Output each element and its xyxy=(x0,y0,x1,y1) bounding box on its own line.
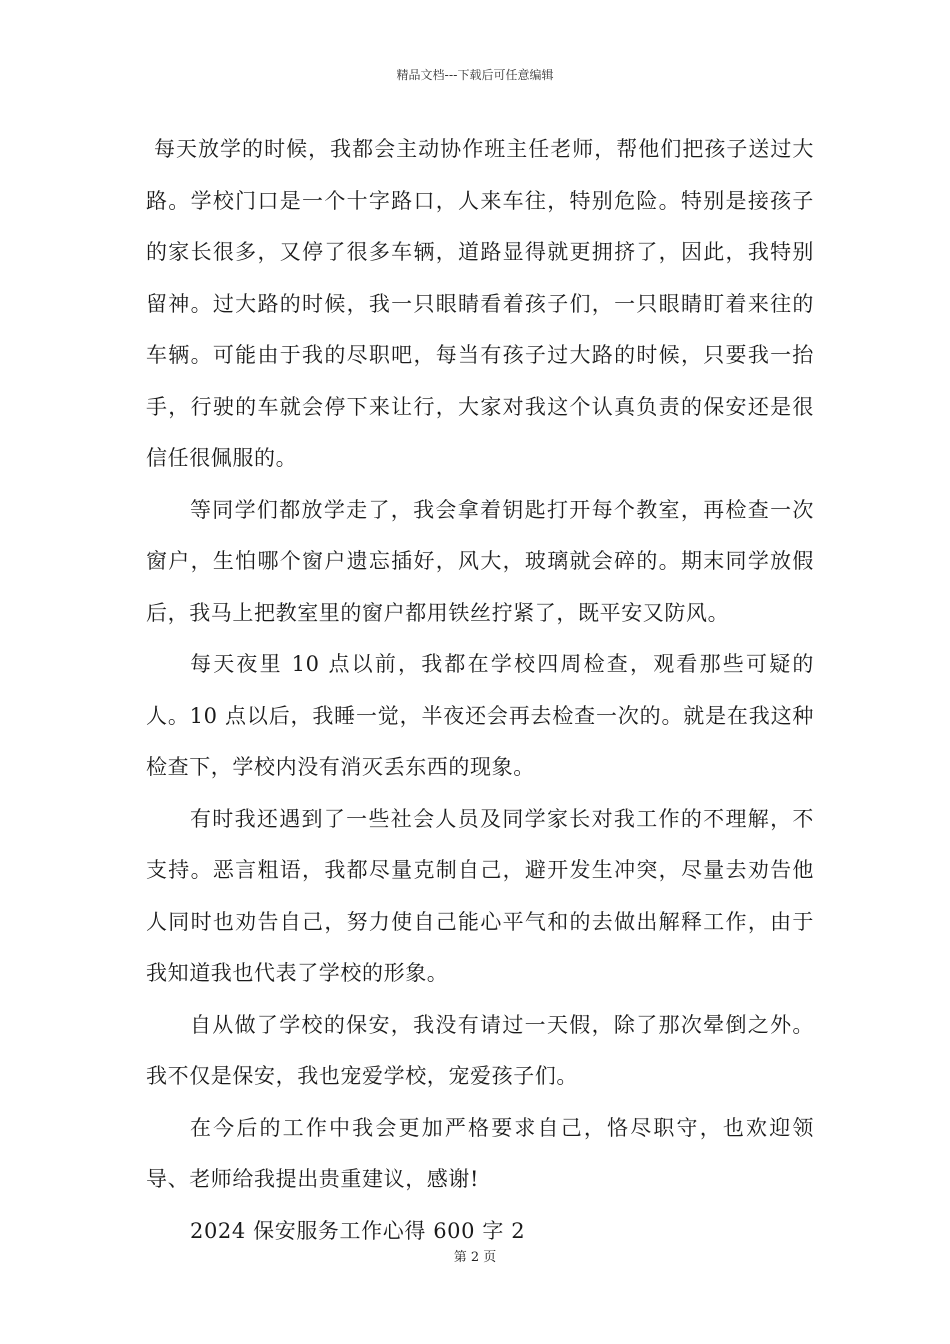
document-body xyxy=(146,124,814,1257)
paragraph: 等同学们都放学走了，我会拿着钥匙打开每个教室，再检查一次窗户，生怕哪个窗户遗忘插好，风大，玻璃就会碎的。期末同学放假后，我马上把教室里的窗户都用铁丝拧紧了，既平安又防风。 xyxy=(146,497,814,625)
paragraph: 每天夜里 10 点以前，我都在学校四周检查，观看那些可疑的人。10 点以后，我睡一觉，半夜还会再去检查一次的。就是在我这种检查下，学校内没有消灭丢东西的现象。 xyxy=(146,652,814,779)
paragraph: 有时我还遇到了一些社会人员及同学家长对我工作的不理解，不支持。恶言粗语，我都尽量克制自己，避开发生冲突，尽量去劝告他人同时也劝告自己，努力使自己能心平气和的去做出解释工作，由于我知道我也代表了学校的形象。 xyxy=(146,806,814,985)
page-header: 精品文档---下载后可任意编辑 xyxy=(396,68,554,82)
paragraph: 在今后的工作中我会更加严格要求自己，恪尽职守，也欢迎领导、老师给我提出贵重建议，感谢! xyxy=(146,1115,814,1191)
paragraph: 每天放学的时候，我都会主动协作班主任老师，帮他们把孩子送过大路。学校门口是一个十字路口，人来车往，特别危险。特别是接孩子的家长很多，又停了很多车辆，道路显得就更拥挤了，因此，我特别留神。过大路的时候，我一只眼睛看着孩子们，一只眼睛盯着来往的车辆。可能由于我的尽职吧，每当有孩子过大路的时候，只要我一抬手，行驶的车就会停下来让行，大家对我这个认真负责的保安还是很信任很佩服的。 xyxy=(146,137,814,470)
section-heading: 2024 保安服务工作心得 600 字 2 xyxy=(190,1218,526,1243)
page-number: 第 2 页 xyxy=(453,1250,497,1265)
paragraph: 自从做了学校的保安，我没有请过一天假，除了那次晕倒之外。我不仅是保安，我也宠爱学校，宠爱孩子们。 xyxy=(146,1012,814,1088)
